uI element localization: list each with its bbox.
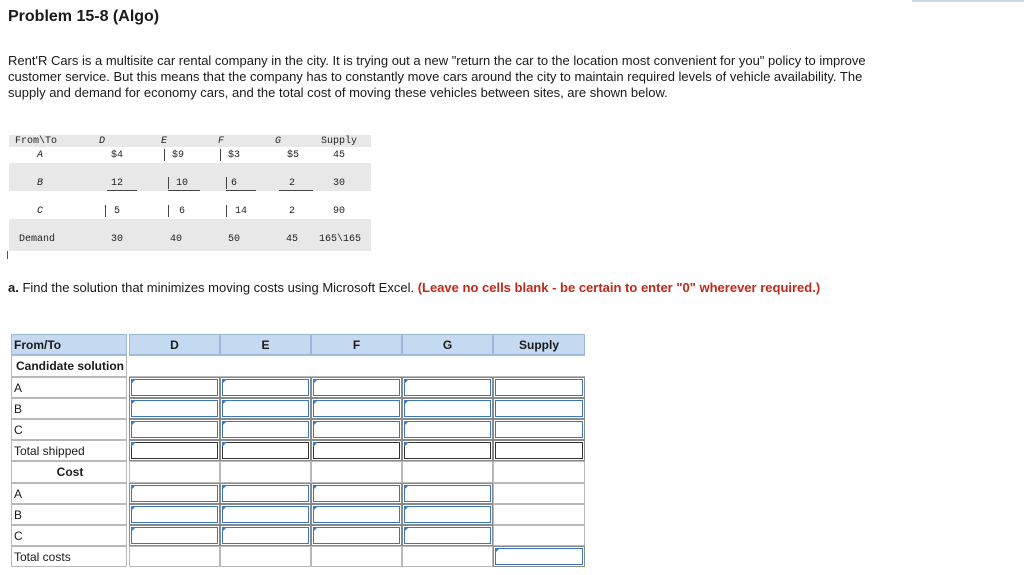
input-b-supply[interactable] <box>493 398 585 419</box>
input-total-shipped-e[interactable] <box>220 440 311 461</box>
given-demand-d: 30 <box>110 234 123 245</box>
candidate-spacer <box>129 355 585 377</box>
cost-input-a-f[interactable] <box>311 483 402 504</box>
cost-row-label-c: C <box>11 525 127 546</box>
given-a-g: $5 <box>286 150 299 161</box>
input-a-e[interactable] <box>220 377 311 398</box>
cost-input-b-f[interactable] <box>311 504 402 525</box>
given-b-g: 2 <box>288 178 295 189</box>
col-header-d: D <box>129 334 220 355</box>
input-b-g[interactable] <box>402 398 493 419</box>
given-demand-supply: 165\165 <box>318 234 361 245</box>
given-b-supply: 30 <box>332 178 345 189</box>
given-col-supply: Supply <box>320 136 357 147</box>
given-a-supply: 45 <box>332 150 345 161</box>
cost-row-label-b: B <box>11 504 127 525</box>
given-b-e: 10 <box>175 178 188 189</box>
cost-input-a-g[interactable] <box>402 483 493 504</box>
cost-input-c-d[interactable] <box>129 525 220 546</box>
given-col-g: G <box>274 136 281 147</box>
input-c-supply[interactable] <box>493 419 585 440</box>
input-b-d[interactable] <box>129 398 220 419</box>
input-total-shipped-d[interactable] <box>129 440 220 461</box>
given-demand-label: Demand <box>19 234 56 245</box>
section-candidate-solution: Candidate solution <box>11 355 127 377</box>
cost-b-empty <box>493 504 585 525</box>
given-col-d: D <box>98 136 105 147</box>
question-label: a. <box>8 280 19 295</box>
cost-c-empty <box>493 525 585 546</box>
cost-input-b-e[interactable] <box>220 504 311 525</box>
given-a-f: $3 <box>227 150 240 161</box>
input-b-f[interactable] <box>311 398 402 419</box>
input-a-supply[interactable] <box>493 377 585 398</box>
given-c-f: 14 <box>234 206 247 217</box>
given-c-e: 6 <box>178 206 185 217</box>
top-divider <box>912 0 1024 2</box>
problem-title: Problem 15-8 (Algo) <box>8 8 160 25</box>
given-demand-g: 45 <box>285 234 298 245</box>
row-label-c: C <box>11 419 127 440</box>
col-header-g: G <box>402 334 493 355</box>
cost-input-a-e[interactable] <box>220 483 311 504</box>
cost-spacer-supply <box>493 461 585 483</box>
cost-input-a-d[interactable] <box>129 483 220 504</box>
supply-demand-cost-table <box>9 135 371 251</box>
col-header-supply: Supply <box>493 334 585 355</box>
given-corner-label: From\To <box>15 136 58 147</box>
total-costs-input[interactable] <box>493 546 585 567</box>
question-text: Find the solution that minimizes moving costs using Microsoft Excel. <box>22 280 415 295</box>
given-b-f: 6 <box>230 178 237 189</box>
given-b-d: 12 <box>110 178 123 189</box>
cost-input-c-g[interactable] <box>402 525 493 546</box>
cost-input-b-g[interactable] <box>402 504 493 525</box>
input-c-g[interactable] <box>402 419 493 440</box>
cost-input-c-e[interactable] <box>220 525 311 546</box>
input-c-d[interactable] <box>129 419 220 440</box>
cost-input-b-d[interactable] <box>129 504 220 525</box>
cost-row-label-a: A <box>11 483 127 504</box>
question-a <box>8 280 868 296</box>
section-cost: Cost <box>11 461 127 483</box>
given-demand-e: 40 <box>169 234 182 245</box>
image-edge-mark <box>7 251 8 259</box>
cost-spacer-e <box>220 461 311 483</box>
given-row-c-label: C <box>36 206 43 217</box>
cost-input-c-f[interactable] <box>311 525 402 546</box>
input-total-shipped-g[interactable] <box>402 440 493 461</box>
input-b-e[interactable] <box>220 398 311 419</box>
input-total-shipped-f[interactable] <box>311 440 402 461</box>
input-a-f[interactable] <box>311 377 402 398</box>
given-c-g: 2 <box>288 206 295 217</box>
cost-spacer-g <box>402 461 493 483</box>
given-col-e: E <box>160 136 167 147</box>
row-label-total-shipped: Total shipped <box>11 440 127 461</box>
total-costs-empty-e <box>220 546 311 567</box>
total-costs-empty-d <box>129 546 220 567</box>
row-label-a: A <box>11 377 127 398</box>
total-costs-empty-g <box>402 546 493 567</box>
col-header-e: E <box>220 334 311 355</box>
given-row-a-label: A <box>36 150 43 161</box>
given-row-b-label: B <box>36 178 43 189</box>
problem-statement: Rent'R Cars is a multisite car rental company in the city. It is trying out a new "return the car to the location most convenient for you" policy to improve customer service. But this means that the company has to constantly move cars around the city to maintain required levels of vehicle availability. The supply and demand for economy cars, and the total cost of moving these vehicles between sites, are shown below. <box>8 53 866 100</box>
input-c-e[interactable] <box>220 419 311 440</box>
cost-spacer-f <box>311 461 402 483</box>
input-total-shipped-supply[interactable] <box>493 440 585 461</box>
input-c-f[interactable] <box>311 419 402 440</box>
row-label-total-costs: Total costs <box>11 546 127 567</box>
col-header-f: F <box>311 334 402 355</box>
row-label-b: B <box>11 398 127 419</box>
given-c-d: 5 <box>113 206 120 217</box>
input-a-g[interactable] <box>402 377 493 398</box>
question-warning: (Leave no cells blank - be certain to enter "0" wherever required.) <box>417 280 821 295</box>
total-costs-empty-f <box>311 546 402 567</box>
given-demand-f: 50 <box>227 234 240 245</box>
grid-corner: From/To <box>11 334 127 355</box>
input-a-d[interactable] <box>129 377 220 398</box>
given-a-d: $4 <box>110 150 123 161</box>
given-a-e: $9 <box>171 150 184 161</box>
given-col-f: F <box>217 136 224 147</box>
cost-spacer-d <box>129 461 220 483</box>
given-row-c-band <box>9 191 371 219</box>
given-c-supply: 90 <box>332 206 345 217</box>
cost-a-empty <box>493 483 585 504</box>
